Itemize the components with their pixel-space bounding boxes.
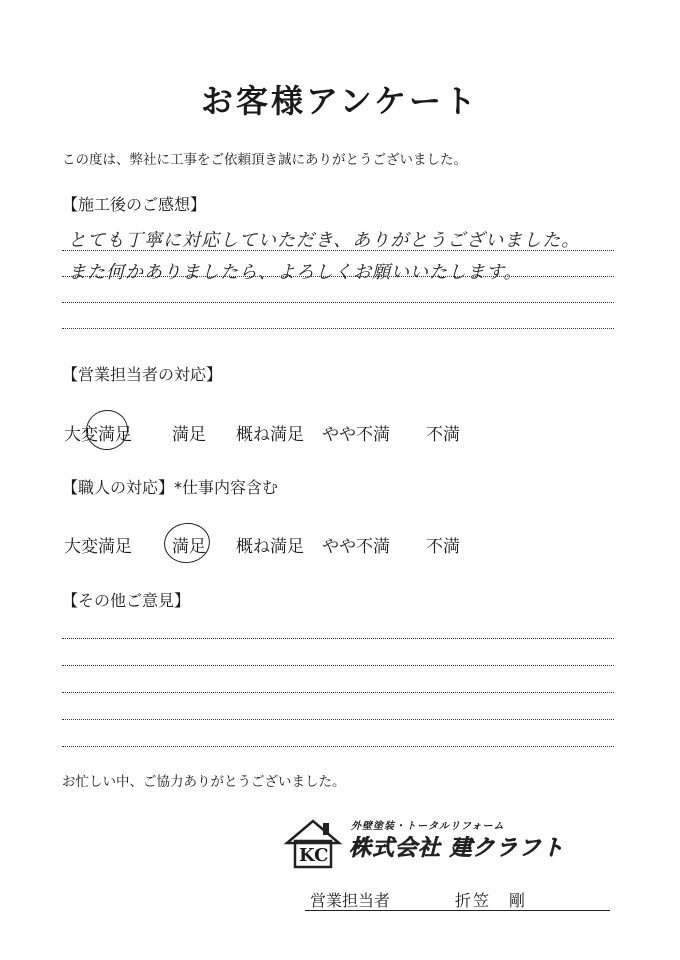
sales-rep-label: 営業担当者 xyxy=(310,891,391,910)
thanks-text: お忙しい中、ご協力ありがとうございました。 xyxy=(62,774,346,790)
other-opinions-heading: 【その他ご意見】 xyxy=(62,591,191,610)
sales-option-dissatisfied: 不満 xyxy=(426,425,460,445)
logo-mark: KC xyxy=(299,845,329,866)
answer-line xyxy=(62,302,614,303)
sales-option-mostly-satisfied: 概ね満足 xyxy=(236,425,304,445)
answer-line xyxy=(62,638,614,639)
sales-rating-heading: 【営業担当者の対応】 xyxy=(62,365,223,384)
answer-line xyxy=(62,719,614,720)
impressions-heading: 【施工後のご感想】 xyxy=(62,195,207,214)
craftsman-option-satisfied: 満足 xyxy=(172,537,206,557)
sales-option-very-satisfied: 大変満足 xyxy=(64,425,132,445)
craftsman-option-dissatisfied: 不満 xyxy=(426,537,460,557)
sales-option-somewhat-dissatisfied: やや不満 xyxy=(322,425,390,445)
answer-line xyxy=(62,328,614,329)
craftsman-option-somewhat-dissatisfied: やや不満 xyxy=(322,537,390,557)
answer-line xyxy=(62,665,614,666)
signature-line xyxy=(305,910,610,911)
logo-tagline: 外壁塗装・トータルリフォーム xyxy=(351,821,505,832)
page-title: お客様アンケート xyxy=(200,82,480,120)
answer-line xyxy=(62,746,614,747)
answer-line xyxy=(62,250,614,251)
craftsman-option-very-satisfied: 大変満足 xyxy=(64,537,132,557)
impression-line-1: とても丁寧に対応していただき、ありがとうございました。 xyxy=(68,230,581,251)
answer-line xyxy=(62,276,614,277)
company-logo xyxy=(283,815,623,871)
selection-circle xyxy=(83,407,131,454)
answer-line xyxy=(62,692,614,693)
sales-option-satisfied: 満足 xyxy=(172,425,206,445)
impression-line-2: また何かありましたら、よろしくお願いいたします。 xyxy=(68,262,523,283)
selection-circle xyxy=(161,520,212,566)
company-name: 株式会社 建クラフト xyxy=(349,836,565,861)
sales-rep-name: 折笠 剛 xyxy=(455,891,528,910)
craftsman-rating-heading: 【職人の対応】*仕事内容含む xyxy=(62,478,279,497)
craftsman-option-mostly-satisfied: 概ね満足 xyxy=(236,537,304,557)
intro-text: この度は、弊社に工事をご依頼頂き誠にありがとうございました。 xyxy=(62,152,467,168)
